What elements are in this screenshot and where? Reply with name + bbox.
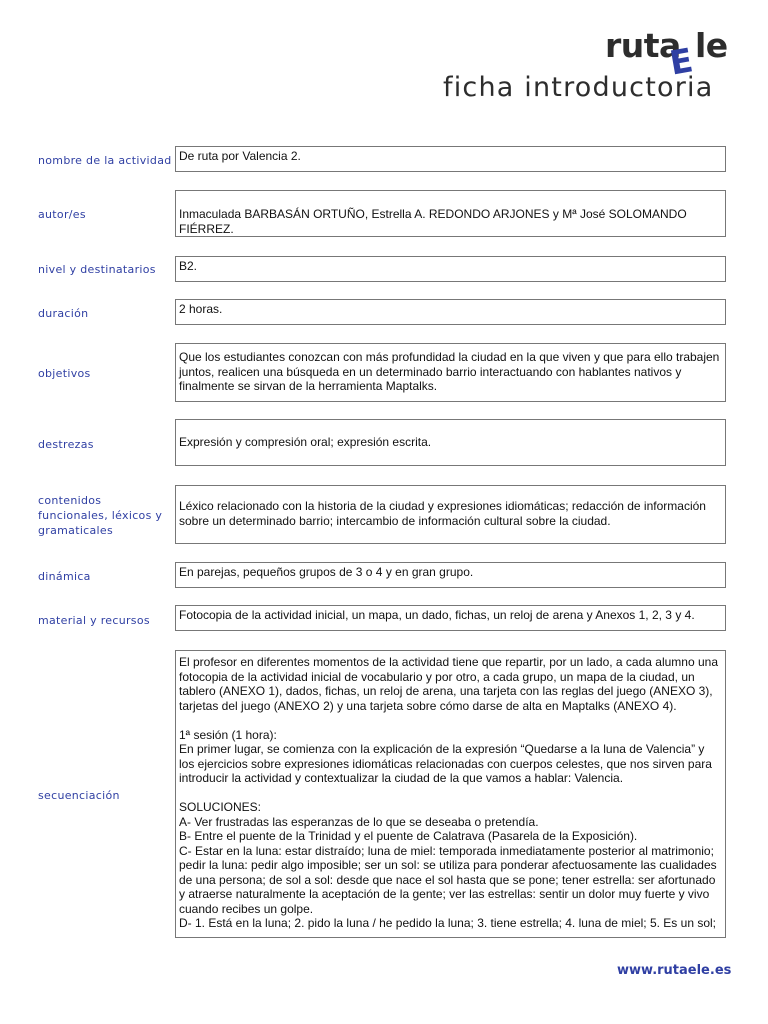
field-material-value: Fotocopia de la actividad inicial, un mapa, un dado, fichas, un reloj de arena y Anexos 1, 2, 3 y 4.	[179, 608, 695, 622]
label-nivel: nivel y destinatarios	[38, 263, 156, 276]
secuenciacion-sol-c: C- Estar en la luna: estar distraído; luna de miel: temporada inmediatamente posterior al matrimonio; pedir la luna: pedir algo imposible; ser un sol: se utiliza para ponderar afectuosamente las cualidades de una persona; de sol a sol: desde que nace el sol hasta que se pone; tener estrella: ser afortunado y atraerse naturalmente la aceptación de la gente; ver las estrellas: sentir un dolor muy fuerte y vivo cuando recibes un golpe.	[179, 843, 717, 916]
field-objetivos-value: Que los estudiantes conozcan con más profundidad la ciudad en la que viven y que para ello trabajen juntos, realicen una búsqueda en un determinado barrio interactuando con hablantes nativos y finalmente se sirvan de la herramienta Maptalks.	[179, 350, 720, 393]
field-secuenciacion	[175, 650, 726, 938]
secuenciacion-soluciones: SOLUCIONES:	[179, 800, 262, 814]
field-autor	[175, 190, 726, 237]
secuenciacion-session: 1ª sesión (1 hora):	[179, 727, 277, 742]
secuenciacion-para2: En primer lugar, se comienza con la explicación de la expresión “Quedarse a la luna de Valencia” y los ejercicios sobre expresiones idiomáticas relacionadas con cuerpos celestes, que nos sirven para introducir la actividad y contextualizar la ciudad de la que vamos a hablar: Valencia.	[179, 742, 712, 785]
label-nombre: nombre de la actividad	[38, 154, 172, 167]
logo-accent-e: E	[666, 40, 696, 83]
secuenciacion-sol-b: B- Entre el puente de la Trinidad y el puente de Calatrava (Pasarela de la Exposición).	[179, 829, 638, 843]
logo-text-le: le	[695, 26, 728, 65]
label-destrezas: destrezas	[38, 438, 94, 451]
label-contenidos-line3: gramaticales	[38, 524, 114, 537]
field-duracion	[175, 299, 726, 325]
label-autor: autor/es	[38, 208, 86, 221]
label-contenidos-line1: contenidos	[38, 494, 102, 507]
secuenciacion-para1: El profesor en diferentes momentos de la actividad tiene que repartir, por un lado, a cada alumno una fotocopia de la actividad inicial de vocabulario y por otro, a cada grupo, un mapa de la ciudad, un tablero (ANEXO 1), dados, fichas, un reloj de arena, una tarjeta con las reglas del juego (ANEXO 3), tarjetas del juego (ANEXO 2) y una tarjeta sobre cómo darse de alta en Maptalks (ANEXO 4).	[179, 655, 718, 713]
field-dinamica-value: En parejas, pequeños grupos de 3 o 4 y en gran grupo.	[179, 565, 474, 579]
field-material	[175, 605, 726, 631]
field-contenidos	[175, 485, 726, 544]
field-objetivos	[175, 343, 726, 402]
label-duracion: duración	[38, 307, 89, 320]
field-nivel	[175, 256, 726, 282]
secuenciacion-sol-a: A- Ver frustradas las esperanzas de lo que se deseaba o pretendía.	[179, 814, 539, 829]
logo-text-ruta: ruta	[605, 26, 681, 65]
footer-url[interactable]: www.rutaele.es	[617, 963, 732, 978]
field-duracion-value: 2 horas.	[179, 302, 223, 316]
page-title: ficha introductoria	[443, 72, 714, 103]
label-contenidos-line2: funcionales, léxicos y	[38, 509, 163, 522]
field-nombre-value: De ruta por Valencia 2.	[179, 149, 301, 163]
label-contenidos	[38, 493, 176, 538]
field-autor-value: Inmaculada BARBASÁN ORTUÑO, Estrella A. REDONDO ARJONES y Mª José SOLOMANDO FIÉRREZ.	[179, 207, 687, 236]
field-nivel-value: B2.	[179, 259, 198, 273]
field-dinamica	[175, 562, 726, 588]
label-secuenciacion: secuenciación	[38, 789, 120, 802]
label-material: material y recursos	[38, 614, 150, 627]
field-destrezas	[175, 419, 726, 466]
field-contenidos-value: Léxico relacionado con la historia de la ciudad y expresiones idiomáticas; redacción de información sobre un determinado barrio; intercambio de información cultural sobre la ciudad.	[179, 499, 706, 528]
secuenciacion-sol-d: D- 1. Está en la luna; 2. pido la luna / he pedido la luna; 3. tiene estrella; 4. luna de miel; 5. Es un sol;	[179, 916, 716, 930]
field-destrezas-value: Expresión y compresión oral; expresión escrita.	[179, 435, 432, 449]
label-objetivos: objetivos	[38, 367, 91, 380]
label-dinamica: dinámica	[38, 570, 91, 583]
field-nombre	[175, 146, 726, 172]
